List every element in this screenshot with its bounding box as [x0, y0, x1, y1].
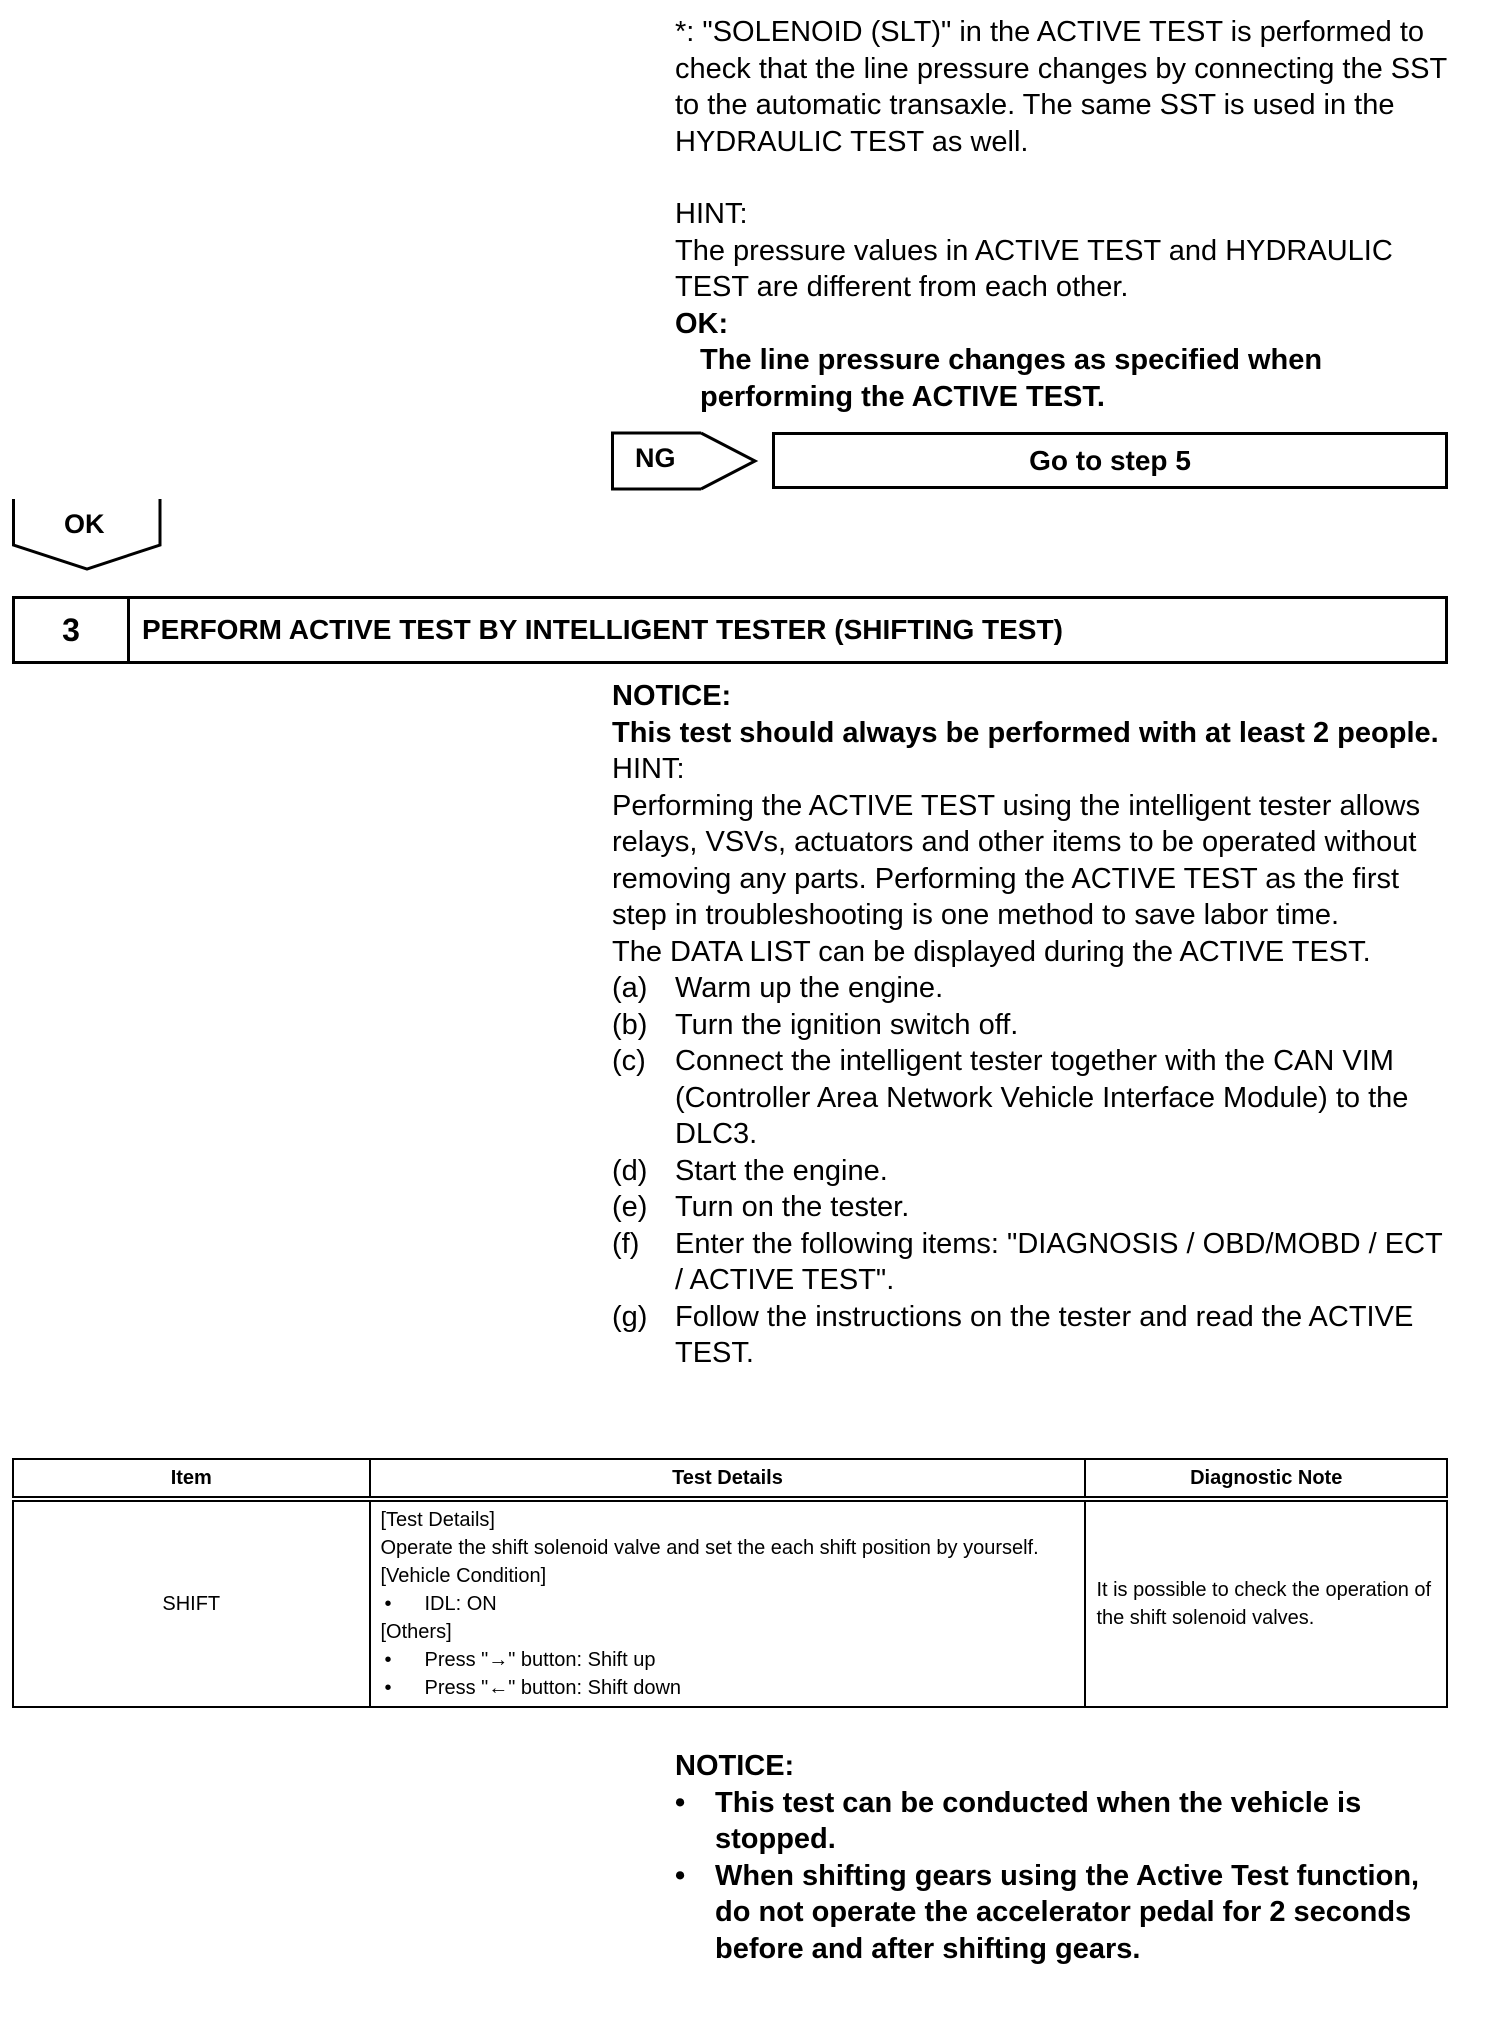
- list-item: [381, 1674, 1075, 1702]
- step-label: (a): [612, 972, 648, 1004]
- bullet: •: [384, 1593, 392, 1615]
- procedure-steps: [612, 970, 1452, 1372]
- step-header: [12, 596, 1448, 664]
- step-body: [612, 678, 1452, 1372]
- active-test-table: [12, 1458, 1448, 1708]
- step-text: Start the engine.: [675, 1154, 888, 1187]
- hint-text: The pressure values in ACTIVE TEST and HYDRAULIC TEST are different from each other.: [675, 234, 1393, 303]
- bottom-notice-label: NOTICE:: [675, 1750, 795, 1782]
- bullet: •: [384, 1649, 392, 1671]
- list-item: [381, 1646, 1075, 1674]
- step-title: PERFORM ACTIVE TEST BY INTELLIGENT TESTER (SHIFTING TEST): [142, 614, 1063, 645]
- step-label: (f): [612, 1227, 640, 1260]
- table-row: [13, 1499, 1447, 1707]
- step-label: (c): [612, 1045, 646, 1077]
- step-label: (e): [612, 1191, 648, 1223]
- step-text: Warm up the engine.: [675, 972, 944, 1004]
- step-number: 3: [15, 599, 130, 661]
- notice-label: NOTICE:: [612, 680, 732, 712]
- step-label: (d): [612, 1154, 648, 1187]
- others-label: [Others]: [380, 1621, 452, 1643]
- ok-arrow-marker: [12, 497, 162, 571]
- step-label: (b): [612, 1008, 648, 1041]
- bullet: •: [675, 1859, 686, 1892]
- bullet: •: [384, 1677, 392, 1699]
- list-item: [381, 1590, 1075, 1618]
- test-details-cell: [370, 1499, 1086, 1707]
- step-label: (g): [612, 1300, 648, 1333]
- others-item: Press "→" button: Shift up: [424, 1649, 656, 1671]
- diagnostic-note-cell: It is possible to check the operation of the shift solenoid valves.: [1085, 1499, 1447, 1707]
- hint-label: HINT:: [675, 198, 748, 230]
- list-item: [612, 1189, 1452, 1226]
- notice-text: This test should always be performed with at least 2 people.: [612, 716, 1439, 749]
- step-text: Enter the following items: "DIAGNOSIS / OBD/MOBD / ECT / ACTIVE TEST".: [675, 1227, 1443, 1296]
- intro-paragraph: *: "SOLENOID (SLT)" in the ACTIVE TEST is performed to check that the line pressure changes by connecting the SST to the automatic transaxle. The same SST is used in the HYDRAULIC TEST as well.: [675, 16, 1447, 158]
- ok-marker-label: OK: [64, 509, 105, 539]
- vehicle-condition-label: [Vehicle Condition]: [380, 1565, 547, 1587]
- details-label: [Test Details]: [380, 1509, 495, 1531]
- data-list-text: The DATA LIST can be displayed during the ACTIVE TEST.: [612, 935, 1371, 968]
- ok-criteria-label: OK:: [675, 307, 729, 340]
- notice-item: When shifting gears using the Active Test function, do not operate the accelerator pedal for 2 seconds before and after shifting gears.: [715, 1859, 1420, 1965]
- body-hint-label: HINT:: [612, 753, 685, 785]
- list-item: [675, 1858, 1455, 1968]
- step-text: Turn the ignition switch off.: [675, 1008, 1019, 1041]
- vehicle-condition-item: IDL: ON: [424, 1593, 497, 1615]
- ok-criteria-text: The line pressure changes as specified when performing the ACTIVE TEST.: [700, 344, 1323, 413]
- bullet: •: [675, 1786, 686, 1819]
- list-item: [612, 1153, 1452, 1190]
- list-item: [675, 1785, 1455, 1858]
- others-item: Press "←" button: Shift down: [424, 1677, 682, 1699]
- bottom-notice: [675, 1748, 1455, 1967]
- list-item: [612, 1043, 1452, 1153]
- list-item: [612, 1226, 1452, 1299]
- header-test-details: Test Details: [370, 1459, 1086, 1499]
- step-text: Connect the intelligent tester together with the CAN VIM (Controller Area Network Vehicle Interface Module) to the DLC3.: [675, 1045, 1409, 1150]
- header-diagnostic-note: Diagnostic Note: [1085, 1459, 1447, 1499]
- step-text: Turn on the tester.: [675, 1191, 910, 1223]
- notice-item: This test can be conducted when the vehicle is stopped.: [715, 1786, 1362, 1855]
- list-item: [612, 1299, 1452, 1372]
- bottom-notice-list: [675, 1785, 1455, 1968]
- body-hint-text: Performing the ACTIVE TEST using the intelligent tester allows relays, VSVs, actuators and other items to be operated without removing any parts. Performing the ACTIVE TEST as the first step in troubleshooting is one method to save labor time.: [612, 789, 1421, 931]
- step-text: Follow the instructions on the tester and read the ACTIVE TEST.: [675, 1300, 1414, 1369]
- goto-step-box: Go to step 5: [772, 432, 1448, 489]
- ng-label: NG: [635, 443, 676, 473]
- details-text: Operate the shift solenoid valve and set the each shift position by yourself.: [380, 1537, 1039, 1559]
- list-item: [612, 970, 1452, 1007]
- header-item: Item: [13, 1459, 370, 1499]
- list-item: [612, 1007, 1452, 1044]
- top-text-block: [675, 14, 1455, 415]
- item-cell: SHIFT: [13, 1499, 370, 1707]
- table-header-row: [13, 1459, 1447, 1499]
